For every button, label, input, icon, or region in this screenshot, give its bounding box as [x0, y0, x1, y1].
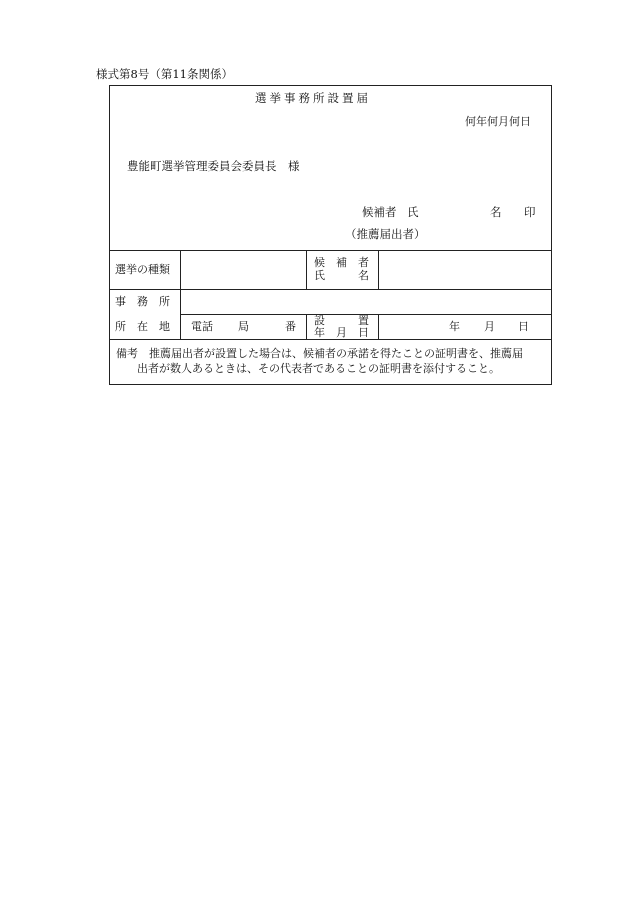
divider-col-2a: [306, 250, 307, 289]
phone-number-label: 番: [285, 320, 296, 333]
candidate-label: 候補者: [362, 205, 397, 219]
established-date-label-bottom: 年 月 日: [314, 326, 369, 339]
form-number-label: 様式第8号（第11条関係）: [96, 67, 233, 81]
election-type-label: 選挙の種類: [115, 263, 170, 276]
divider-col-3b: [378, 314, 379, 339]
note-line-1: 備考 推薦届出者が設置した場合は、候補者の承諾を得たことの証明書を、推薦届: [116, 347, 523, 360]
candidate-name-label-bottom: 氏 名: [314, 269, 369, 282]
divider-col-2b: [306, 314, 307, 339]
office-label-line1: 事 務 所: [115, 295, 170, 308]
divider-row-1: [109, 289, 552, 290]
phone-label: 電話: [191, 320, 213, 333]
form-frame: [109, 85, 552, 385]
date-year-label: 年: [449, 320, 460, 333]
addressee: 豊能町選挙管理委員会委員長 様: [127, 159, 300, 173]
date-day-label: 日: [518, 320, 529, 333]
document-title: 選挙事務所設置届: [255, 91, 371, 105]
divider-col-3a: [378, 250, 379, 289]
divider-row-3: [109, 339, 552, 340]
candidate-name-prefix: 氏: [407, 205, 419, 219]
candidate-name-suffix: 名: [490, 205, 502, 219]
seal-mark: 印: [524, 205, 536, 219]
note-line-2: 出者が数人あるときは、その代表者であることの証明書を添付すること。: [137, 362, 500, 375]
recommender-label: （推薦届出者）: [345, 227, 426, 241]
established-date-label-top: 設 置: [314, 314, 369, 327]
date-month-label: 月: [484, 320, 495, 333]
submission-date: 何年何月何日: [465, 115, 531, 128]
candidate-name-label-top: 候 補 者: [314, 256, 369, 269]
office-label-line2: 所 在 地: [115, 320, 170, 333]
divider-col-1: [180, 250, 181, 339]
divider-header: [109, 250, 552, 251]
phone-exchange-label: 局: [238, 320, 249, 333]
